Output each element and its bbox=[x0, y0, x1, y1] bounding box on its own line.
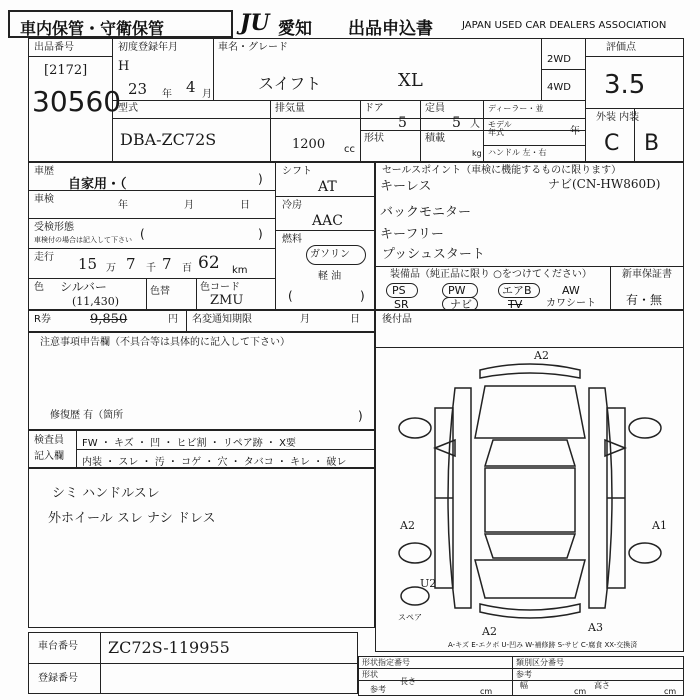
repair-label: 修復歴 有（箇所 bbox=[50, 410, 124, 421]
equip-airbag: エアB bbox=[502, 284, 532, 297]
color-change-label: 色替 bbox=[150, 286, 170, 297]
chassis-number: ZC72S-119955 bbox=[108, 638, 230, 657]
mileage-label: 走行 bbox=[34, 252, 54, 263]
shift-value: AT bbox=[318, 179, 337, 195]
reg-no-label: 登録番号 bbox=[38, 673, 78, 684]
handle-label: ハンドル 左・右 bbox=[488, 148, 547, 157]
color-sub: (11,430) bbox=[72, 295, 120, 308]
mileage-sen: 7 bbox=[126, 255, 136, 273]
mileage-hyaku: 7 bbox=[162, 255, 172, 273]
drive-4wd: 4WD bbox=[547, 82, 571, 93]
reg-year: 23 bbox=[128, 80, 148, 98]
remark-1: シミ ハンドルスレ bbox=[52, 486, 160, 501]
grade-score: 3.5 bbox=[604, 70, 646, 100]
storage-label: 車内保管・守衛保管 bbox=[20, 19, 165, 38]
car-name-label: 車名・グレード bbox=[218, 42, 288, 53]
sales-point-5: プッシュスタート bbox=[382, 247, 485, 262]
spare-label: スペア bbox=[398, 613, 422, 622]
history-label: 車歴 bbox=[34, 166, 54, 177]
equip-ps: PS bbox=[392, 284, 406, 297]
car-grade: XL bbox=[398, 70, 423, 91]
chassis-label: 車台番号 bbox=[38, 641, 78, 652]
model-label: 型式 bbox=[118, 103, 138, 114]
reg-month: 4 bbox=[186, 78, 196, 96]
load-label: 積載 bbox=[425, 133, 445, 144]
inspect-row-2: 内装 ・ スレ ・ 汚 ・ コゲ ・ 穴 ・ タバコ ・ キレ ・ 破レ bbox=[82, 457, 347, 468]
damage-a1-right: A1 bbox=[652, 519, 667, 532]
interior-score: B bbox=[644, 131, 660, 156]
damage-a3: A3 bbox=[588, 621, 603, 634]
mileage-rest: 62 bbox=[198, 253, 220, 273]
shape-label: 形状 bbox=[364, 133, 384, 144]
sales-point-label: セールスポイント（車検に機能するものに限ります） bbox=[382, 165, 622, 176]
notes-title: 注意事項申告欄（不具合等は具体的に記入して下さい） bbox=[40, 337, 290, 348]
english-title: JAPAN USED CAR DEALERS ASSOCIATION bbox=[462, 20, 667, 31]
sales-point-3: バックモニター bbox=[380, 205, 472, 220]
color-code-label: 色コード bbox=[200, 282, 240, 293]
equip-sr: SR bbox=[394, 298, 409, 311]
damage-a2-left: A2 bbox=[400, 519, 415, 532]
fuel-value: ガソリン bbox=[310, 249, 350, 260]
name-change-label: 名変通知期限 bbox=[192, 314, 252, 325]
shift-label: シフト bbox=[282, 166, 312, 177]
receipt-label: 受検形態 bbox=[34, 222, 74, 233]
remark-2: 外ホイール スレ ナシ ドレス bbox=[48, 511, 216, 526]
sales-point-2: ナビ(CN-HW860D) bbox=[548, 177, 661, 191]
equipment-label: 装備品（純正品に限り ○をつけてください） bbox=[390, 269, 592, 280]
light-oil-label: 軽 油 bbox=[318, 271, 342, 282]
car-name: スイフト bbox=[258, 74, 322, 93]
reg-era: H bbox=[118, 59, 130, 74]
inspector-label: 検査員 bbox=[34, 435, 64, 446]
doors-label: ドア bbox=[364, 103, 384, 114]
first-reg-label: 初度登録年月 bbox=[118, 42, 178, 53]
damage-a2-bottom: A2 bbox=[482, 625, 497, 638]
mileage-man: 15 bbox=[78, 255, 98, 273]
damage-u2: U2 bbox=[420, 577, 437, 590]
capacity-label: 定員 bbox=[425, 103, 445, 114]
post-install-box bbox=[375, 310, 684, 348]
dealer-label: ディーラー・並 bbox=[488, 104, 544, 113]
recycle-value: 9,850 bbox=[90, 312, 128, 327]
equip-leather: カワシート bbox=[546, 298, 596, 309]
doors: 5 bbox=[398, 115, 407, 131]
ju-logo: JU bbox=[240, 10, 270, 36]
capacity: 5 bbox=[452, 115, 461, 131]
displacement: 1200 bbox=[292, 137, 326, 152]
warranty-options: 有・無 bbox=[626, 293, 663, 307]
damage-legend: A-キズ E-エクボ U-凹み W-補修跡 S-サビ C-腐食 XX-交換済 bbox=[448, 641, 638, 649]
equip-aw: AW bbox=[562, 284, 580, 297]
color-code: ZMU bbox=[210, 293, 244, 308]
car-diagram bbox=[375, 348, 684, 652]
form-title: 出品申込書 bbox=[348, 19, 433, 39]
org-name: 愛知 bbox=[278, 19, 312, 39]
displacement-label: 排気量 bbox=[275, 103, 305, 114]
receipt-note: 車検付の場合は記入して下さい bbox=[34, 236, 132, 244]
inspect-row-1: FW ・ キズ ・ 凹 ・ ヒビ割 ・ リペア跡 ・ X要 bbox=[82, 438, 296, 449]
model-year-label: モデル 年式 bbox=[488, 120, 512, 137]
inspection-label: 車検 bbox=[34, 194, 54, 205]
model-code: DBA-ZC72S bbox=[120, 130, 217, 149]
color-value: シルバー bbox=[60, 280, 107, 294]
history-value: 自家用・（ bbox=[68, 177, 127, 192]
lot-code: [2172] bbox=[44, 63, 88, 78]
cooling-label: 冷房 bbox=[282, 200, 302, 211]
equipment-grid bbox=[384, 283, 610, 309]
equip-navi: ナビ bbox=[450, 298, 472, 311]
lot-no-label: 出品番号 bbox=[34, 42, 74, 53]
cooling-value: AAC bbox=[312, 213, 343, 229]
fuel-label: 燃料 bbox=[282, 234, 302, 245]
damage-a2-top: A2 bbox=[534, 349, 549, 362]
grade-title: 評価点 bbox=[606, 42, 636, 53]
color-label: 色 bbox=[34, 282, 44, 293]
post-install-label: 後付品 bbox=[382, 314, 412, 325]
storage-box bbox=[8, 10, 233, 38]
exterior-score: C bbox=[604, 131, 620, 156]
sales-point-1: キーレス bbox=[380, 179, 432, 194]
new-warranty-label: 新車保証書 bbox=[622, 269, 672, 280]
equip-tv: TV bbox=[508, 298, 523, 311]
recycle-label: R券 bbox=[34, 314, 51, 325]
fill-col-label: 記入欄 bbox=[34, 451, 64, 462]
sales-point-4: キーフリー bbox=[380, 227, 444, 242]
drive-2wd: 2WD bbox=[547, 54, 571, 65]
ext-int-label: 外装 内装 bbox=[596, 112, 640, 123]
lot-number: 30560 bbox=[32, 85, 122, 118]
equip-pw: PW bbox=[448, 284, 466, 297]
